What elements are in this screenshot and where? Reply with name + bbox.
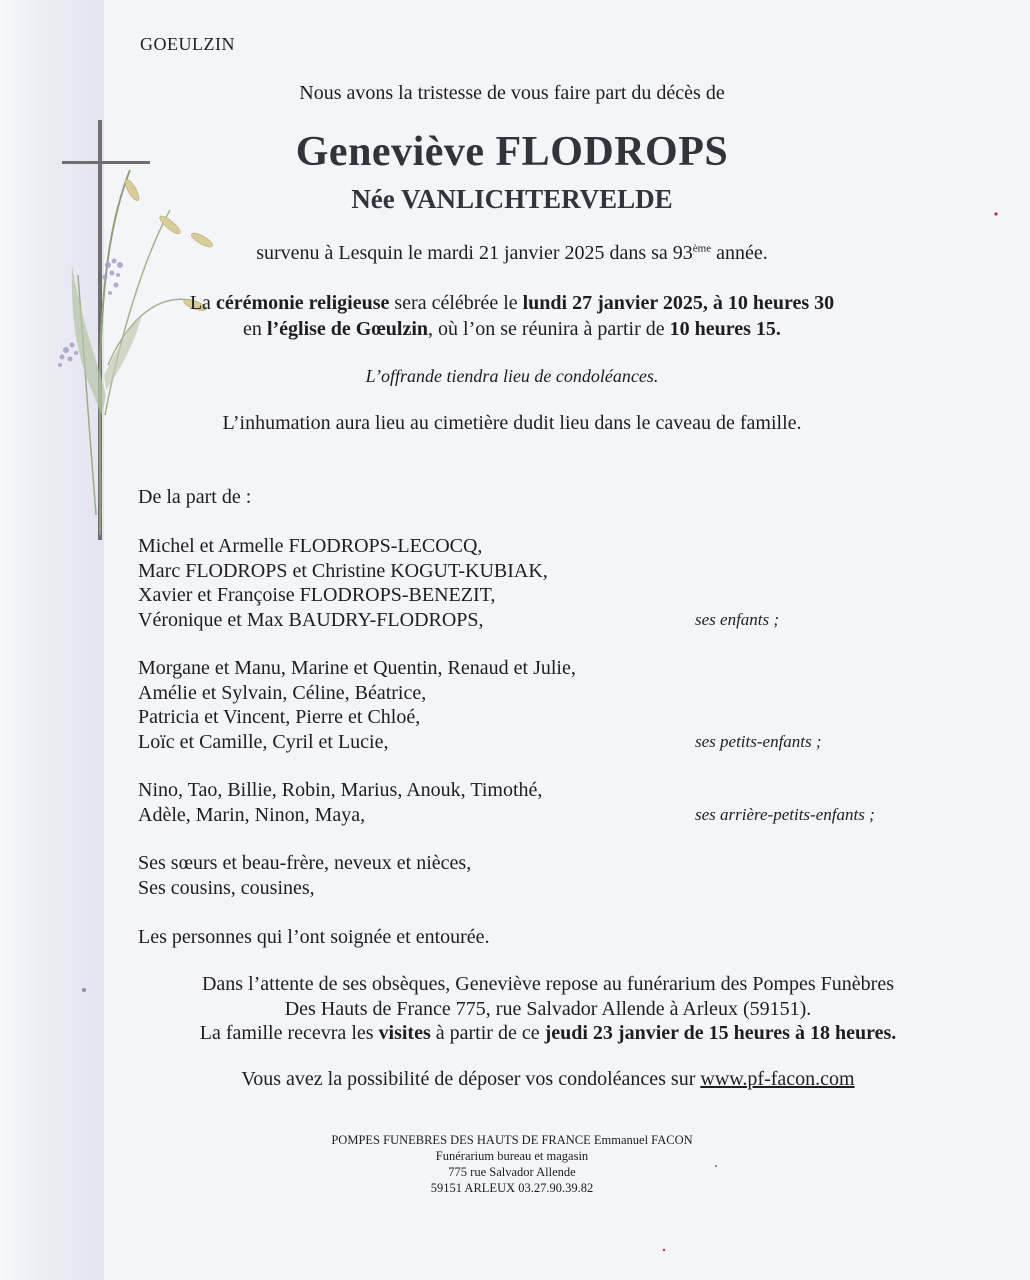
footer-line: Funérarium bureau et magasin bbox=[435, 1149, 589, 1163]
offering-note: L’offrande tiendra lieu de condoléances. bbox=[365, 366, 659, 386]
children-relation: ses enfants ; bbox=[695, 610, 780, 629]
visits-info bbox=[150, 972, 946, 1046]
footer-company: POMPES FUNEBRES DES HAUTS DE FRANCE Emmanuel FACON bbox=[331, 1133, 693, 1147]
list-item: Adèle, Marin, Ninon, Maya, bbox=[138, 803, 366, 826]
ceremony-location: l’église de Gœulzin bbox=[266, 318, 429, 340]
intro-text: Nous avons la tristesse de vous faire part du décès de bbox=[299, 82, 725, 104]
burial-note: L’inhumation aura lieu au cimetière dudit lieu dans le caveau de famille. bbox=[222, 412, 802, 434]
visits-keyword: visites bbox=[378, 1022, 431, 1044]
condolences-line bbox=[150, 1068, 946, 1091]
list-item: Patricia et Vincent, Pierre et Chloé, bbox=[138, 706, 421, 728]
list-item: Morgane et Manu, Marine et Quentin, Renaud et Julie, bbox=[138, 657, 576, 679]
visits-text: à partir de ce bbox=[430, 1022, 545, 1044]
list-item: Les personnes qui l’ont soignée et entourée. bbox=[138, 926, 490, 948]
list-item: Ses cousins, cousines, bbox=[138, 876, 315, 899]
ceremony-text: La bbox=[189, 292, 216, 314]
footer-address: 775 rue Salvador Allende bbox=[448, 1165, 576, 1179]
list-item: Ses sœurs et beau-frère, neveux et nièces, bbox=[138, 852, 472, 874]
footer-city-phone: 59151 ARLEUX 03.27.90.39.82 bbox=[430, 1181, 594, 1195]
list-item: Michel et Armelle FLODROPS-LECOCQ, bbox=[138, 535, 483, 557]
death-notice bbox=[150, 242, 874, 265]
visits-line: Dans l’attente de ses obsèques, Geneviève repose au funérarium des Pompes Funèbres bbox=[201, 973, 894, 995]
deceased-name: Geneviève FLODROPS bbox=[295, 129, 729, 175]
ceremony-text: en bbox=[243, 318, 267, 340]
list-item: Xavier et Françoise FLODROPS-BENEZIT, bbox=[138, 584, 496, 606]
list-item: Nino, Tao, Billie, Robin, Marius, Anouk, Timothé, bbox=[138, 779, 543, 801]
ceremony-date: lundi 27 janvier 2025, à 10 heures 30 bbox=[522, 292, 835, 314]
ceremony-text: sera célébrée le bbox=[389, 292, 523, 314]
death-text: survenu à Lesquin le mardi 21 janvier 2025 dans sa 93 bbox=[256, 242, 693, 264]
funeral-home-footer bbox=[150, 1132, 874, 1196]
list-item: Amélie et Sylvain, Céline, Béatrice, bbox=[138, 681, 427, 704]
visits-line: Des Hauts de France 775, rue Salvador Allende à Arleux (59151). bbox=[284, 997, 812, 1020]
ceremony-info bbox=[150, 290, 874, 342]
death-ordinal: ème bbox=[692, 242, 712, 255]
list-item: Marc FLODROPS et Christine KOGUT-KUBIAK, bbox=[138, 559, 548, 582]
ceremony-text: , où l’on se réunira à partir de bbox=[428, 318, 670, 340]
birth-name: Née VANLICHTERVELDE bbox=[351, 184, 673, 214]
town-name: GOEULZIN bbox=[140, 34, 235, 54]
condolences-text: Vous avez la possibilité de déposer vos condoléances sur bbox=[241, 1068, 701, 1090]
great-grandchildren-list bbox=[138, 778, 542, 827]
list-item: Véronique et Max BAUDRY-FLODROPS, bbox=[138, 608, 484, 631]
great-grandchildren-relation: ses arrière-petits-enfants ; bbox=[695, 805, 875, 824]
visits-text: La famille recevra les bbox=[199, 1022, 379, 1044]
grandchildren-relation: ses petits-enfants ; bbox=[695, 732, 822, 751]
carers-line bbox=[138, 925, 490, 950]
death-text-end: année. bbox=[711, 242, 768, 264]
ceremony-type: cérémonie religieuse bbox=[215, 292, 390, 314]
grandchildren-list bbox=[138, 656, 576, 754]
ceremony-gathering-time: 10 heures 15. bbox=[669, 318, 781, 340]
children-list bbox=[138, 534, 548, 632]
from-label: De la part de : bbox=[138, 486, 252, 508]
condolences-link[interactable]: www.pf-facon.com bbox=[700, 1068, 855, 1090]
extended-family-list bbox=[138, 851, 471, 900]
visits-schedule: jeudi 23 janvier de 15 heures à 18 heures. bbox=[544, 1022, 897, 1044]
cross-horizontal bbox=[62, 161, 150, 164]
list-item: Loïc et Camille, Cyril et Lucie, bbox=[138, 730, 389, 753]
